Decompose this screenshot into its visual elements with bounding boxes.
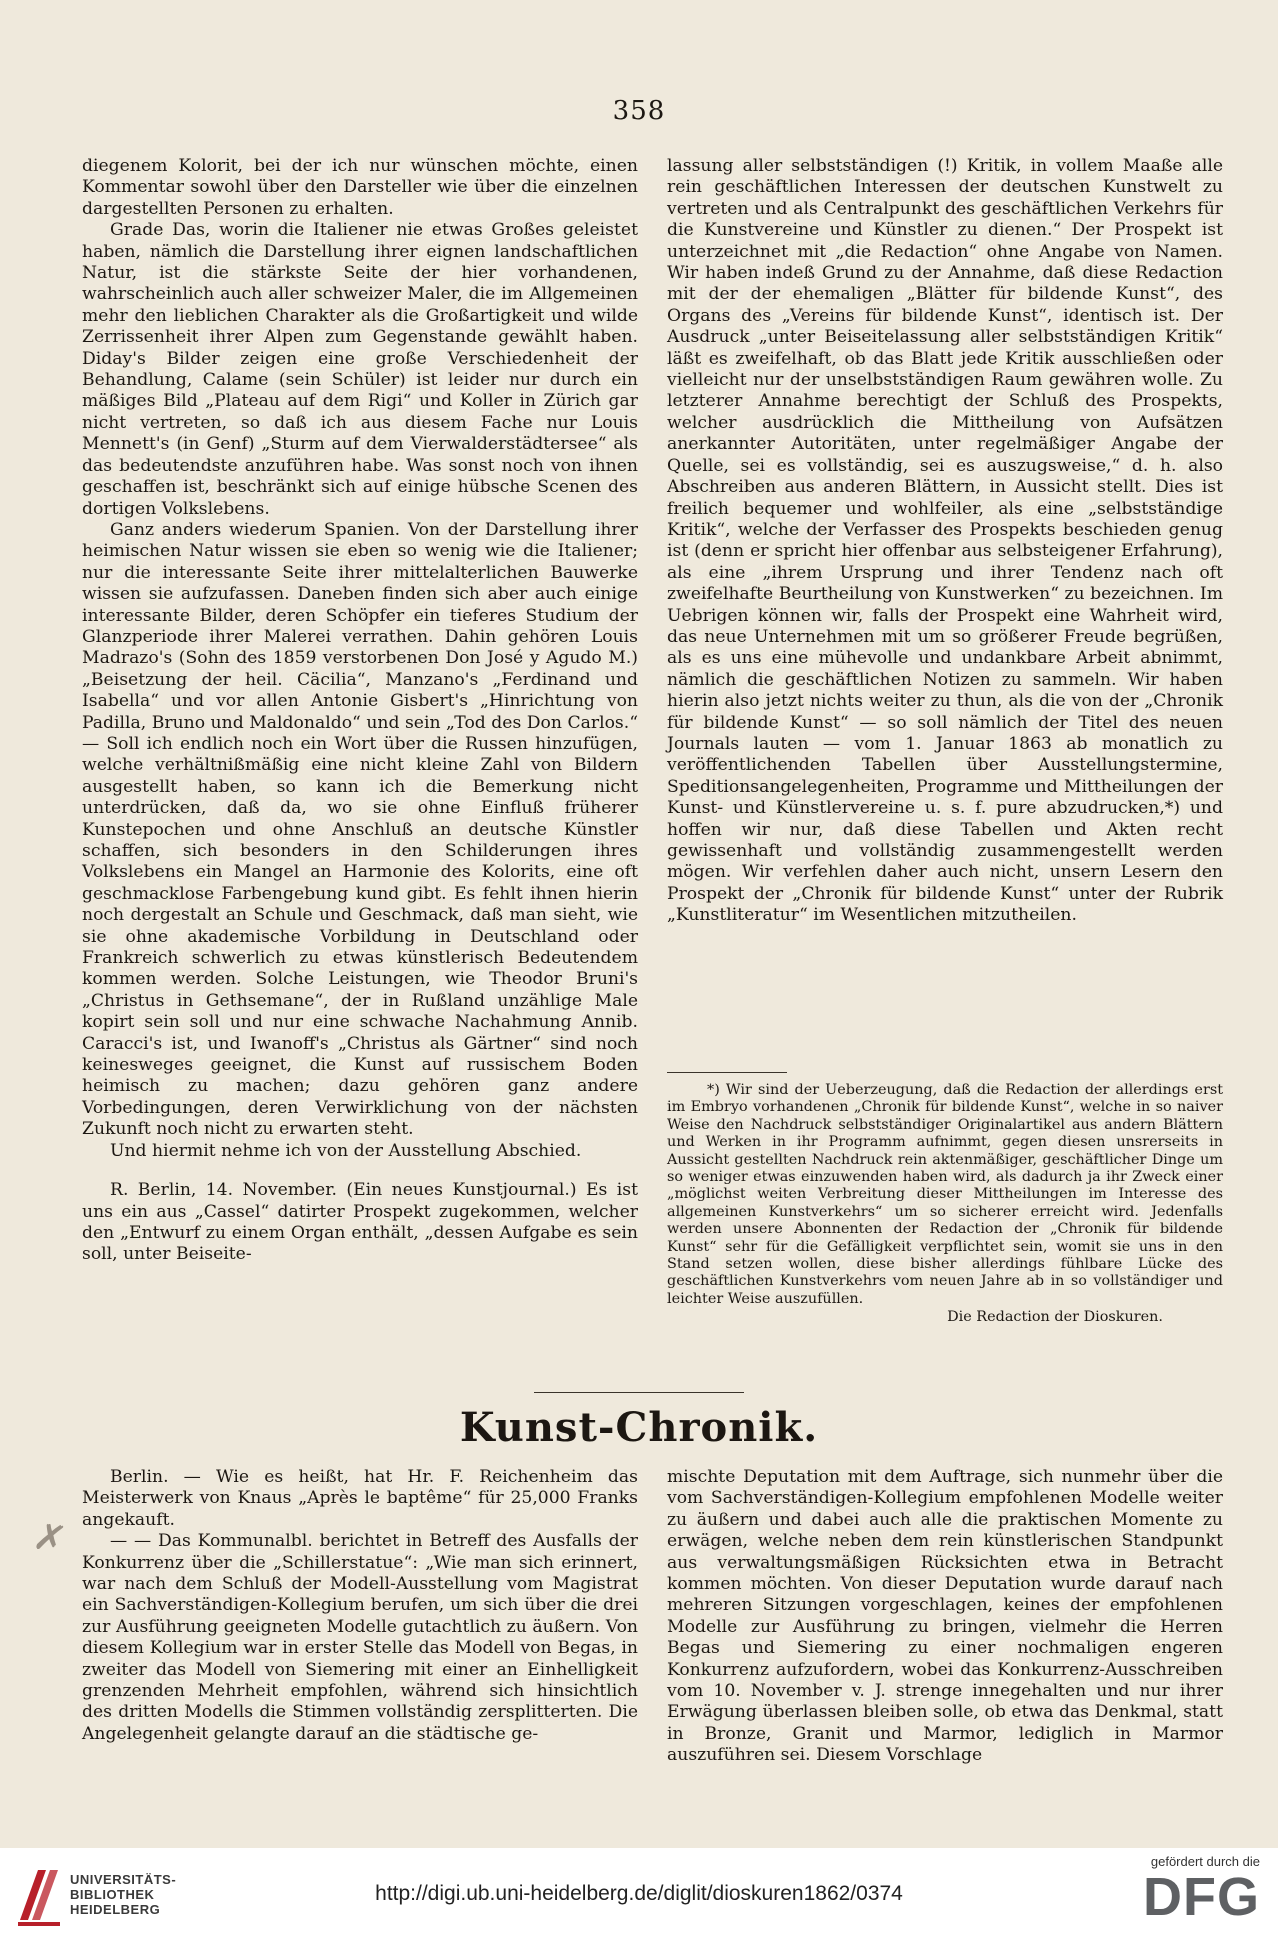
- footnote-signature: Die Redaction der Dioskuren.: [947, 1309, 1163, 1326]
- paragraph: diegenem Kolorit, bei der ich nur wünschen möchte, einen Kommentar sowohl über den Darsteller wie über die einzelnen dargestellten Personen zu erhalten.: [82, 156, 638, 219]
- section-title: Kunst-Chronik.: [459, 1404, 819, 1451]
- paragraph: Grade Das, worin die Italiener nie etwas Großes geleistet haben, nämlich die Darstellung ihrer eignen landschaftlichen Natur, ist die stärkste Seite der hier vorhandenen, wahrscheinlich auch aller schweizer Maler, die im Allgemeinen mehr den lieblichen Charakter als die Großartigkeit und wilde Zerrissenheit ihrer Alpen zum Gegenstande gewählt haben. Diday's Bilder zeigen eine große Verschiedenheit der Behandlung, Calame (sein Schüler) ist leider nur durch ein mäßiges Bild „Plateau auf dem Rigi“ und Koller in Zürich gar nicht vertreten, so daß ich aus diesem Fache nur Louis Mennett's (in Genf) „Sturm auf dem Vierwalderstädtersee“ als das bedeutendste anzuführen habe. Was sonst noch von ihnen geschaffen ist, beschränkt sich auf einige hübsche Scenen des dortigen Volkslebens.: [82, 220, 638, 519]
- funder-logo[interactable]: [1110, 1854, 1260, 1925]
- footer-bar: [0, 1848, 1278, 1940]
- library-line-2: BIBLIOTHEK: [70, 1887, 155, 1902]
- paragraph: Ganz anders wiederum Spanien. Von der Darstellung ihrer heimischen Natur wissen sie eben so wenig wie die Italiener; nur die interessante Seite ihrer mittelalterlichen Bauwerke wissen sie aufzufassen. Daneben finden sich aber auch einige interessante Bilder, deren Schöpfer ein tieferes Studium der Glanzperiode ihrer Malerei verrathen. Dahin gehören Louis Madrazo's (Sohn des 1859 verstorbenen Don José y Agudo M.) „Beisetzung der heil. Cäcilia“, Manzano's „Ferdinand und Isabella“ und vor allen Antonie Gisbert's „Hinrichtung von Padilla, Bruno und Maldonaldo“ und sein „Tod des Don Carlos.“ — Soll ich endlich noch ein Wort über die Russen hinzufügen, welche verhältnißmäßig eine nicht kleine Zahl von Bildern ausgestellt haben, so kann ich die Bemerkung nicht unterdrücken, daß da, wo sie ohne Einfluß früherer Kunstepochen und ohne Anschluß an deutsche Künstler schaffen, sich besonders in den Schilderungen ihres Volkslebens ein Mangel an Harmonie des Kolorits, eine oft geschmacklose Farbengebung kund gibt. Es fehlt ihnen hierin noch dergestalt an Schule und Geschmack, daß man sieht, wie sie ohne akademische Vorbildung in Deutschland oder Frankreich schwerlich zu etwas künstlerisch Bedeutendem kommen werden. Solche Leistungen, wie Theodor Bruni's „Christus in Gethsemane“, der in Rußland unzählige Male kopirt sein soll und nur eine schwache Nachahmung Annib. Caracci's ist, und Iwanoff's „Christus als Gärtner“ sind noch keinesweges geeignet, die Kunst auf russischem Boden heimisch zu machen; dazu gehören ganz andere Vorbedingungen, deren Verwirklichung von der nächsten Zukunft noch nicht zu erwarten steht.: [82, 519, 638, 1140]
- column-left-lower: [82, 1467, 638, 1745]
- footnote-rule: [667, 1072, 787, 1073]
- permalink-url[interactable]: http://digi.ub.uni-heidelberg.de/diglit/dioskuren1862/0374: [375, 1882, 903, 1905]
- funder-label: gefördert durch die: [1150, 1854, 1260, 1869]
- paragraph: mischte Deputation mit dem Auftrage, sich nunmehr über die vom Sachverständigen-Kollegium empfohlenen Modelle weiter zu äußern und dabei auch alle die praktischen Momente zu erwägen, welche neben dem rein künstlerischen Standpunkt aus verwaltungsmäßigen Rücksichten etwa in Betracht kommen möchten. Von dieser Deputation wurde darauf nach mehreren Sitzungen vorgeschlagen, keines der empfohlenen Modelle zur Ausführung zu bringen, vielmehr die Herren Begas und Siemering zu einer nochmaligen engeren Konkurrenz aufzufordern, wobei das Konkurrenz-Ausschreiben vom 10. November v. J. strenge innegehalten und nur ihrer Erwägung überlassen bleiben solle, ob etwa das Denkmal, statt in Bronze, Granit und Marmor, lediglich in Marmor auszuführen sei. Diesem Vorschlage: [667, 1467, 1223, 1766]
- footnote: [667, 1082, 1223, 1327]
- section-rule: [534, 1392, 744, 1393]
- paragraph: Berlin. — Wie es heißt, hat Hr. F. Reichenheim das Meisterwerk von Knaus „Après le baptême“ für 25,000 Franks angekauft.: [82, 1467, 638, 1530]
- column-left-upper: [82, 156, 638, 1266]
- column-right-lower: [667, 1467, 1223, 1767]
- dfg-logo-text: DFG: [1143, 1867, 1260, 1927]
- footnote-text: *) Wir sind der Ueberzeugung, daß die Redaction der allerdings erst im Embryo vorhandenen „Chronik für bildende Kunst“, welche in so naiver Weise den Nachdruck selbstständiger Originalartikel aus andern Blättern und Werken in ihr Programm aufnimmt, gegen diesen unsrerseits in Aussicht gestellten Nachdruck rein aktenmäßiger, geschäftlicher Dinge um so weniger etwas einzuwenden haben wird, als dadurch ja ihr Zweck einer „möglichst weiten Verbreitung dieser Mittheilungen im Interesse des allgemeinen Kunstverkehrs“ um so sicherer erreicht wird. Jedenfalls werden unsere Abonnenten der Redaction der „Chronik für bildende Kunst“ sehr für die Gefälligkeit verpflichtet sein, womit sie uns in den Stand setzen wollen, diese bisher allerdings fühlbare Lücke des geschäftlichen Kunstverkehrs vom neuen Jahre ab in so vollständiger und leichter Weise auszufüllen.: [667, 1082, 1223, 1307]
- library-line-3: HEIDELBERG: [70, 1902, 161, 1917]
- page-number: 358: [612, 96, 666, 126]
- library-line-1: UNIVERSITÄTS-: [70, 1872, 177, 1887]
- paragraph: lassung aller selbstständigen (!) Kritik, in vollem Maaße alle rein geschäftlichen Interessen der deutschen Kunstwelt zu vertreten und als Centralpunkt des geschäftlichen Verkehrs für die Kunstvereine und Künstler zu dienen.“ Der Prospekt ist unterzeichnet mit „die Redaction“ ohne Angabe von Namen. Wir haben indeß Grund zu der Annahme, daß diese Redaction mit der der ehemaligen „Blätter für bildende Kunst“, des Organs des „Vereins für bildende Kunst“, identisch ist. Der Ausdruck „unter Beiseitelassung aller selbstständigen Kritik“ läßt es zweifelhaft, ob das Blatt jede Kritik ausschließen oder vielleicht nur der unselbstständigen Raum gewähren wolle. Zu letzterer Annahme berechtigt der Schluß des Prospekts, welcher ausdrücklich die Mittheilung von Aufsätzen anerkannter Autoritäten, unter regelmäßiger Angabe der Quelle, sei es vollständig, sei es auszugsweise,“ d. h. also Abschreiben aus anderen Blättern, in Aussicht stellt. Dies ist freilich bequemer und wohlfeiler, als eine „selbstständige Kritik“, welche der Verfasser des Prospekts beschieden genug ist (denn er spricht hier offenbar aus selbsteigener Erfahrung), als eine „ihrem Ursprung und ihrer Tendenz nach oft zweifelhafte Beurtheilung von Kunstwerken“ zu bezeichnen. Im Uebrigen können wir, falls der Prospekt eine Wahrheit wird, das neue Unternehmen mit um so größerer Freude begrüßen, als es uns eine mühevolle und undankbare Arbeit abnimmt, nämlich die geschäftlichen Notizen zu sammeln. Wir haben hierin also jetzt nichts weiter zu thun, als die von der „Chronik für bildende Kunst“ — so soll nämlich der Titel des neuen Journals lauten — vom 1. Januar 1863 ab monatlich zu veröffentlichenden Tabellen über Ausstellungstermine, Speditionsangelegenheiten, Programme und Mittheilungen der Kunst- und Künstlervereine u. s. f. pure abzudrucken,*) und hoffen wir nur, daß diese Tabellen und Akten recht gewissenhaft und vollständig zusammengestellt werden mögen. Wir verfehlen daher auch nicht, unsern Lesern den Prospekt der „Chronik für bildende Kunst“ unter der Rubrik „Kunstliteratur“ im Wesentlichen mitzutheilen.: [667, 156, 1223, 926]
- paragraph: — — Das Kommunalbl. berichtet in Betreff des Ausfalls der Konkurrenz über die „Schillerstatue“: „Wie man sich erinnert, war nach dem Schluß der Modell-Ausstellung vom Magistrat ein Sachverständigen-Kollegium berufen, um sich über die drei zur Ausführung geeigneten Modelle gutachtlich zu äußern. Von diesem Kollegium war in erster Stelle das Modell von Begas, in zweiter das Modell von Siemering mit einer an Einhelligkeit grenzenden Mehrheit empfohlen, während sich hinsichtlich des dritten Modells die Stimmen vollständig zersplitterten. Die Angelegenheit gelangte darauf an die städtische ge-: [82, 1531, 638, 1744]
- paragraph: R. Berlin, 14. November. (Ein neues Kunstjournal.) Es ist uns ein aus „Cassel“ datirter Prospekt zugekommen, welcher den „Entwurf zu einem Organ enthält, „dessen Aufgabe es sein soll, unter Beiseite-: [82, 1180, 638, 1265]
- column-right-upper: [667, 156, 1223, 927]
- pencil-mark: ✗: [29, 1513, 71, 1563]
- paragraph: Und hiermit nehme ich von der Ausstellung Abschied.: [110, 1140, 582, 1161]
